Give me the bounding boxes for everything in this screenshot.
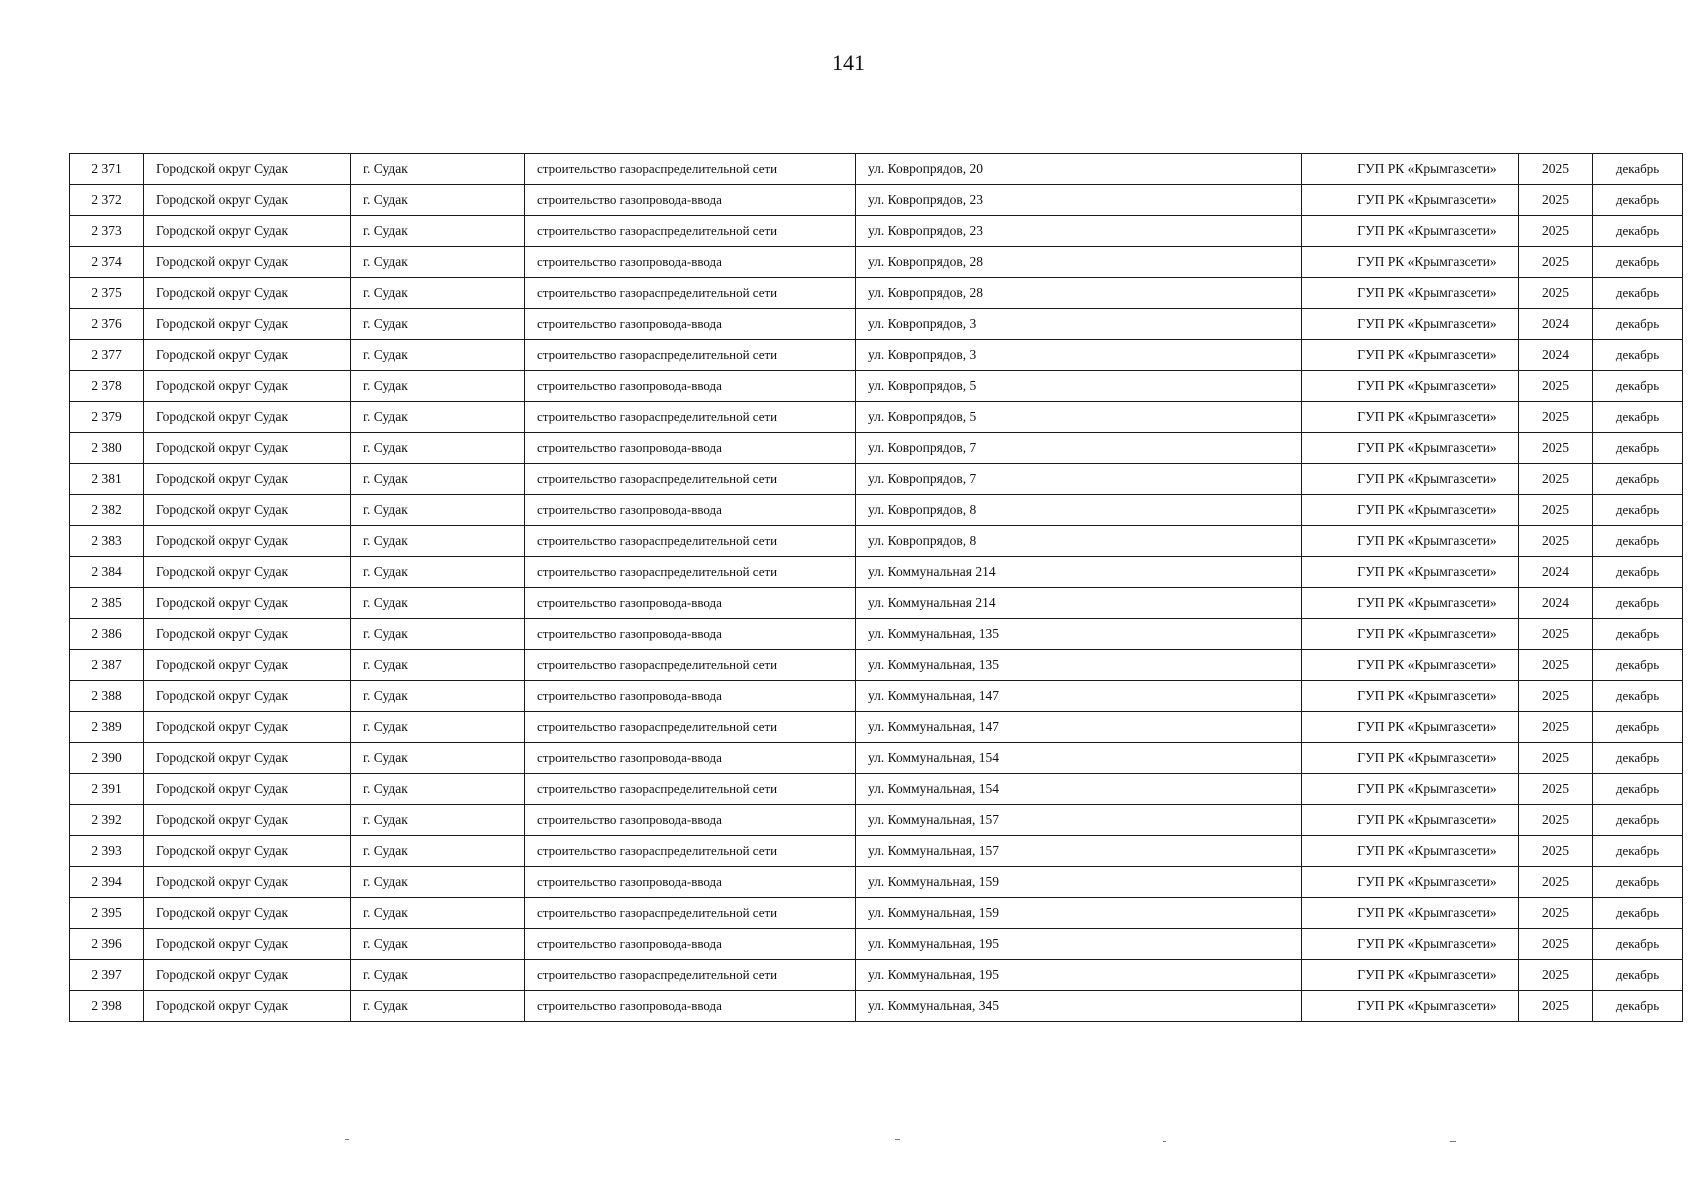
table-row: [70, 278, 1683, 309]
table-row: [70, 495, 1683, 526]
city-cell: г. Судак: [351, 929, 525, 960]
organization-cell: ГУП РК «Крымгазсети»: [1302, 371, 1519, 402]
address-cell: ул. Коммунальная, 154: [856, 743, 1302, 774]
year-cell: 2025: [1519, 836, 1593, 867]
district-cell: Городской округ Судак: [144, 495, 351, 526]
row-number: 2 397: [70, 960, 144, 991]
month-cell: декабрь: [1593, 247, 1683, 278]
page-number: 141: [832, 50, 865, 75]
work-type-cell: строительство газопровода-ввода: [525, 371, 856, 402]
organization-cell: ГУП РК «Крымгазсети»: [1302, 929, 1519, 960]
year-cell: 2025: [1519, 867, 1593, 898]
work-type-cell: строительство газораспределительной сети: [525, 526, 856, 557]
year-cell: 2024: [1519, 557, 1593, 588]
organization-cell: ГУП РК «Крымгазсети»: [1302, 185, 1519, 216]
organization-cell: ГУП РК «Крымгазсети»: [1302, 154, 1519, 185]
city-cell: г. Судак: [351, 185, 525, 216]
district-cell: Городской округ Судак: [144, 154, 351, 185]
row-number: 2 396: [70, 929, 144, 960]
city-cell: г. Судак: [351, 154, 525, 185]
city-cell: г. Судак: [351, 836, 525, 867]
work-type-cell: строительство газопровода-ввода: [525, 743, 856, 774]
work-type-cell: строительство газопровода-ввода: [525, 681, 856, 712]
year-cell: 2025: [1519, 278, 1593, 309]
table-row: [70, 712, 1683, 743]
address-cell: ул. Коммунальная, 147: [856, 712, 1302, 743]
address-cell: ул. Коммунальная, 157: [856, 836, 1302, 867]
work-type-cell: строительство газораспределительной сети: [525, 557, 856, 588]
city-cell: г. Судак: [351, 991, 525, 1022]
organization-cell: ГУП РК «Крымгазсети»: [1302, 309, 1519, 340]
work-type-cell: строительство газораспределительной сети: [525, 650, 856, 681]
month-cell: декабрь: [1593, 526, 1683, 557]
district-cell: Городской округ Судак: [144, 991, 351, 1022]
year-cell: 2025: [1519, 898, 1593, 929]
organization-cell: ГУП РК «Крымгазсети»: [1302, 805, 1519, 836]
work-type-cell: строительство газораспределительной сети: [525, 960, 856, 991]
row-number: 2 385: [70, 588, 144, 619]
city-cell: г. Судак: [351, 309, 525, 340]
table-row: [70, 836, 1683, 867]
city-cell: г. Судак: [351, 464, 525, 495]
row-number: 2 394: [70, 867, 144, 898]
address-cell: ул. Ковропрядов, 23: [856, 216, 1302, 247]
table-row: [70, 464, 1683, 495]
row-number: 2 374: [70, 247, 144, 278]
organization-cell: ГУП РК «Крымгазсети»: [1302, 278, 1519, 309]
table-row: [70, 991, 1683, 1022]
year-cell: 2025: [1519, 371, 1593, 402]
row-number: 2 375: [70, 278, 144, 309]
year-cell: 2025: [1519, 154, 1593, 185]
row-number: 2 381: [70, 464, 144, 495]
work-type-cell: строительство газопровода-ввода: [525, 247, 856, 278]
work-type-cell: строительство газораспределительной сети: [525, 774, 856, 805]
organization-cell: ГУП РК «Крымгазсети»: [1302, 526, 1519, 557]
city-cell: г. Судак: [351, 960, 525, 991]
district-cell: Городской округ Судак: [144, 681, 351, 712]
address-cell: ул. Ковропрядов, 3: [856, 340, 1302, 371]
month-cell: декабрь: [1593, 309, 1683, 340]
city-cell: г. Судак: [351, 557, 525, 588]
work-type-cell: строительство газораспределительной сети: [525, 278, 856, 309]
work-type-cell: строительство газопровода-ввода: [525, 619, 856, 650]
district-cell: Городской округ Судак: [144, 619, 351, 650]
address-cell: ул. Ковропрядов, 5: [856, 402, 1302, 433]
district-cell: Городской округ Судак: [144, 650, 351, 681]
table-row: [70, 309, 1683, 340]
city-cell: г. Судак: [351, 433, 525, 464]
table-row: [70, 371, 1683, 402]
table-row: [70, 154, 1683, 185]
address-cell: ул. Ковропрядов, 28: [856, 247, 1302, 278]
table-row: [70, 433, 1683, 464]
year-cell: 2025: [1519, 495, 1593, 526]
row-number: 2 386: [70, 619, 144, 650]
month-cell: декабрь: [1593, 960, 1683, 991]
address-cell: ул. Ковропрядов, 28: [856, 278, 1302, 309]
year-cell: 2025: [1519, 247, 1593, 278]
city-cell: г. Судак: [351, 712, 525, 743]
work-type-cell: строительство газопровода-ввода: [525, 185, 856, 216]
organization-cell: ГУП РК «Крымгазсети»: [1302, 495, 1519, 526]
organization-cell: ГУП РК «Крымгазсети»: [1302, 402, 1519, 433]
district-cell: Городской округ Судак: [144, 929, 351, 960]
organization-cell: ГУП РК «Крымгазсети»: [1302, 464, 1519, 495]
address-cell: ул. Коммунальная, 157: [856, 805, 1302, 836]
city-cell: г. Судак: [351, 743, 525, 774]
organization-cell: ГУП РК «Крымгазсети»: [1302, 216, 1519, 247]
work-type-cell: строительство газораспределительной сети: [525, 402, 856, 433]
work-type-cell: строительство газопровода-ввода: [525, 929, 856, 960]
organization-cell: ГУП РК «Крымгазсети»: [1302, 247, 1519, 278]
city-cell: г. Судак: [351, 278, 525, 309]
address-cell: ул. Коммунальная 214: [856, 588, 1302, 619]
city-cell: г. Судак: [351, 867, 525, 898]
district-cell: Городской округ Судак: [144, 247, 351, 278]
table-row: [70, 526, 1683, 557]
year-cell: 2024: [1519, 309, 1593, 340]
work-type-cell: строительство газораспределительной сети: [525, 340, 856, 371]
row-number: 2 379: [70, 402, 144, 433]
year-cell: 2025: [1519, 774, 1593, 805]
month-cell: декабрь: [1593, 929, 1683, 960]
address-cell: ул. Ковропрядов, 8: [856, 526, 1302, 557]
scan-artifact: [1450, 1141, 1456, 1142]
city-cell: г. Судак: [351, 526, 525, 557]
address-cell: ул. Ковропрядов, 23: [856, 185, 1302, 216]
city-cell: г. Судак: [351, 650, 525, 681]
table-row: [70, 960, 1683, 991]
month-cell: декабрь: [1593, 650, 1683, 681]
year-cell: 2025: [1519, 619, 1593, 650]
table-row: [70, 867, 1683, 898]
work-type-cell: строительство газопровода-ввода: [525, 867, 856, 898]
organization-cell: ГУП РК «Крымгазсети»: [1302, 588, 1519, 619]
month-cell: декабрь: [1593, 867, 1683, 898]
organization-cell: ГУП РК «Крымгазсети»: [1302, 557, 1519, 588]
month-cell: декабрь: [1593, 681, 1683, 712]
work-type-cell: строительство газопровода-ввода: [525, 588, 856, 619]
month-cell: декабрь: [1593, 619, 1683, 650]
district-cell: Городской округ Судак: [144, 216, 351, 247]
organization-cell: ГУП РК «Крымгазсети»: [1302, 743, 1519, 774]
month-cell: декабрь: [1593, 836, 1683, 867]
district-cell: Городской округ Судак: [144, 774, 351, 805]
district-cell: Городской округ Судак: [144, 526, 351, 557]
table-row: [70, 619, 1683, 650]
district-cell: Городской округ Судак: [144, 433, 351, 464]
row-number: 2 373: [70, 216, 144, 247]
scan-artifact: [895, 1139, 900, 1140]
work-type-cell: строительство газопровода-ввода: [525, 433, 856, 464]
city-cell: г. Судак: [351, 495, 525, 526]
row-number: 2 372: [70, 185, 144, 216]
address-cell: ул. Ковропрядов, 5: [856, 371, 1302, 402]
city-cell: г. Судак: [351, 619, 525, 650]
address-cell: ул. Коммунальная, 159: [856, 898, 1302, 929]
table-row: [70, 557, 1683, 588]
row-number: 2 393: [70, 836, 144, 867]
row-number: 2 388: [70, 681, 144, 712]
year-cell: 2025: [1519, 929, 1593, 960]
row-number: 2 395: [70, 898, 144, 929]
address-cell: ул. Ковропрядов, 20: [856, 154, 1302, 185]
address-cell: ул. Коммунальная 214: [856, 557, 1302, 588]
organization-cell: ГУП РК «Крымгазсети»: [1302, 712, 1519, 743]
row-number: 2 390: [70, 743, 144, 774]
address-cell: ул. Коммунальная, 195: [856, 929, 1302, 960]
month-cell: декабрь: [1593, 991, 1683, 1022]
city-cell: г. Судак: [351, 898, 525, 929]
city-cell: г. Судак: [351, 247, 525, 278]
table-row: [70, 402, 1683, 433]
year-cell: 2024: [1519, 340, 1593, 371]
organization-cell: ГУП РК «Крымгазсети»: [1302, 867, 1519, 898]
organization-cell: ГУП РК «Крымгазсети»: [1302, 898, 1519, 929]
district-cell: Городской округ Судак: [144, 867, 351, 898]
table-row: [70, 247, 1683, 278]
work-type-cell: строительство газопровода-ввода: [525, 495, 856, 526]
work-type-cell: строительство газопровода-ввода: [525, 805, 856, 836]
month-cell: декабрь: [1593, 495, 1683, 526]
city-cell: г. Судак: [351, 216, 525, 247]
district-cell: Городской округ Судак: [144, 712, 351, 743]
work-type-cell: строительство газопровода-ввода: [525, 991, 856, 1022]
month-cell: декабрь: [1593, 402, 1683, 433]
month-cell: декабрь: [1593, 712, 1683, 743]
month-cell: декабрь: [1593, 216, 1683, 247]
district-cell: Городской округ Судак: [144, 898, 351, 929]
year-cell: 2025: [1519, 402, 1593, 433]
table-row: [70, 774, 1683, 805]
work-type-cell: строительство газораспределительной сети: [525, 154, 856, 185]
year-cell: 2025: [1519, 433, 1593, 464]
year-cell: 2025: [1519, 526, 1593, 557]
organization-cell: ГУП РК «Крымгазсети»: [1302, 991, 1519, 1022]
organization-cell: ГУП РК «Крымгазсети»: [1302, 836, 1519, 867]
month-cell: декабрь: [1593, 185, 1683, 216]
month-cell: декабрь: [1593, 278, 1683, 309]
address-cell: ул. Коммунальная, 154: [856, 774, 1302, 805]
table-row: [70, 743, 1683, 774]
gasification-table: [69, 153, 1683, 1022]
month-cell: декабрь: [1593, 774, 1683, 805]
row-number: 2 376: [70, 309, 144, 340]
table-row: [70, 216, 1683, 247]
organization-cell: ГУП РК «Крымгазсети»: [1302, 650, 1519, 681]
district-cell: Городской округ Судак: [144, 278, 351, 309]
district-cell: Городской округ Судак: [144, 805, 351, 836]
table-body: [70, 154, 1683, 1022]
address-cell: ул. Коммунальная, 159: [856, 867, 1302, 898]
organization-cell: ГУП РК «Крымгазсети»: [1302, 681, 1519, 712]
city-cell: г. Судак: [351, 402, 525, 433]
year-cell: 2025: [1519, 712, 1593, 743]
month-cell: декабрь: [1593, 743, 1683, 774]
row-number: 2 378: [70, 371, 144, 402]
scan-artifact: [345, 1139, 349, 1140]
table-row: [70, 681, 1683, 712]
address-cell: ул. Ковропрядов, 7: [856, 433, 1302, 464]
row-number: 2 377: [70, 340, 144, 371]
year-cell: 2025: [1519, 960, 1593, 991]
table-row: [70, 650, 1683, 681]
year-cell: 2025: [1519, 216, 1593, 247]
scan-artifact: [1163, 1141, 1166, 1142]
month-cell: декабрь: [1593, 154, 1683, 185]
city-cell: г. Судак: [351, 588, 525, 619]
organization-cell: ГУП РК «Крымгазсети»: [1302, 433, 1519, 464]
district-cell: Городской округ Судак: [144, 340, 351, 371]
row-number: 2 391: [70, 774, 144, 805]
work-type-cell: строительство газораспределительной сети: [525, 464, 856, 495]
row-number: 2 387: [70, 650, 144, 681]
district-cell: Городской округ Судак: [144, 371, 351, 402]
address-cell: ул. Коммунальная, 147: [856, 681, 1302, 712]
address-cell: ул. Ковропрядов, 8: [856, 495, 1302, 526]
year-cell: 2025: [1519, 650, 1593, 681]
month-cell: декабрь: [1593, 464, 1683, 495]
district-cell: Городской округ Судак: [144, 402, 351, 433]
month-cell: декабрь: [1593, 588, 1683, 619]
table-row: [70, 340, 1683, 371]
organization-cell: ГУП РК «Крымгазсети»: [1302, 619, 1519, 650]
month-cell: декабрь: [1593, 371, 1683, 402]
district-cell: Городской округ Судак: [144, 557, 351, 588]
year-cell: 2025: [1519, 185, 1593, 216]
work-type-cell: строительство газораспределительной сети: [525, 712, 856, 743]
table-row: [70, 805, 1683, 836]
month-cell: декабрь: [1593, 340, 1683, 371]
address-cell: ул. Коммунальная, 135: [856, 650, 1302, 681]
month-cell: декабрь: [1593, 805, 1683, 836]
organization-cell: ГУП РК «Крымгазсети»: [1302, 960, 1519, 991]
year-cell: 2025: [1519, 805, 1593, 836]
city-cell: г. Судак: [351, 805, 525, 836]
work-type-cell: строительство газораспределительной сети: [525, 836, 856, 867]
city-cell: г. Судак: [351, 681, 525, 712]
work-type-cell: строительство газораспределительной сети: [525, 898, 856, 929]
city-cell: г. Судак: [351, 340, 525, 371]
year-cell: 2025: [1519, 991, 1593, 1022]
year-cell: 2024: [1519, 588, 1593, 619]
district-cell: Городской округ Судак: [144, 588, 351, 619]
row-number: 2 392: [70, 805, 144, 836]
year-cell: 2025: [1519, 681, 1593, 712]
table-row: [70, 929, 1683, 960]
year-cell: 2025: [1519, 743, 1593, 774]
table-row: [70, 185, 1683, 216]
district-cell: Городской округ Судак: [144, 836, 351, 867]
month-cell: декабрь: [1593, 557, 1683, 588]
row-number: 2 383: [70, 526, 144, 557]
address-cell: ул. Ковропрядов, 7: [856, 464, 1302, 495]
row-number: 2 380: [70, 433, 144, 464]
district-cell: Городской округ Судак: [144, 743, 351, 774]
city-cell: г. Судак: [351, 371, 525, 402]
organization-cell: ГУП РК «Крымгазсети»: [1302, 340, 1519, 371]
work-type-cell: строительство газораспределительной сети: [525, 216, 856, 247]
row-number: 2 398: [70, 991, 144, 1022]
row-number: 2 382: [70, 495, 144, 526]
work-type-cell: строительство газопровода-ввода: [525, 309, 856, 340]
year-cell: 2025: [1519, 464, 1593, 495]
address-cell: ул. Коммунальная, 135: [856, 619, 1302, 650]
row-number: 2 389: [70, 712, 144, 743]
address-cell: ул. Коммунальная, 345: [856, 991, 1302, 1022]
district-cell: Городской округ Судак: [144, 309, 351, 340]
district-cell: Городской округ Судак: [144, 960, 351, 991]
district-cell: Городской округ Судак: [144, 464, 351, 495]
district-cell: Городской округ Судак: [144, 185, 351, 216]
row-number: 2 371: [70, 154, 144, 185]
address-cell: ул. Коммунальная, 195: [856, 960, 1302, 991]
month-cell: декабрь: [1593, 898, 1683, 929]
city-cell: г. Судак: [351, 774, 525, 805]
month-cell: декабрь: [1593, 433, 1683, 464]
table-row: [70, 898, 1683, 929]
row-number: 2 384: [70, 557, 144, 588]
organization-cell: ГУП РК «Крымгазсети»: [1302, 774, 1519, 805]
address-cell: ул. Ковропрядов, 3: [856, 309, 1302, 340]
table-row: [70, 588, 1683, 619]
